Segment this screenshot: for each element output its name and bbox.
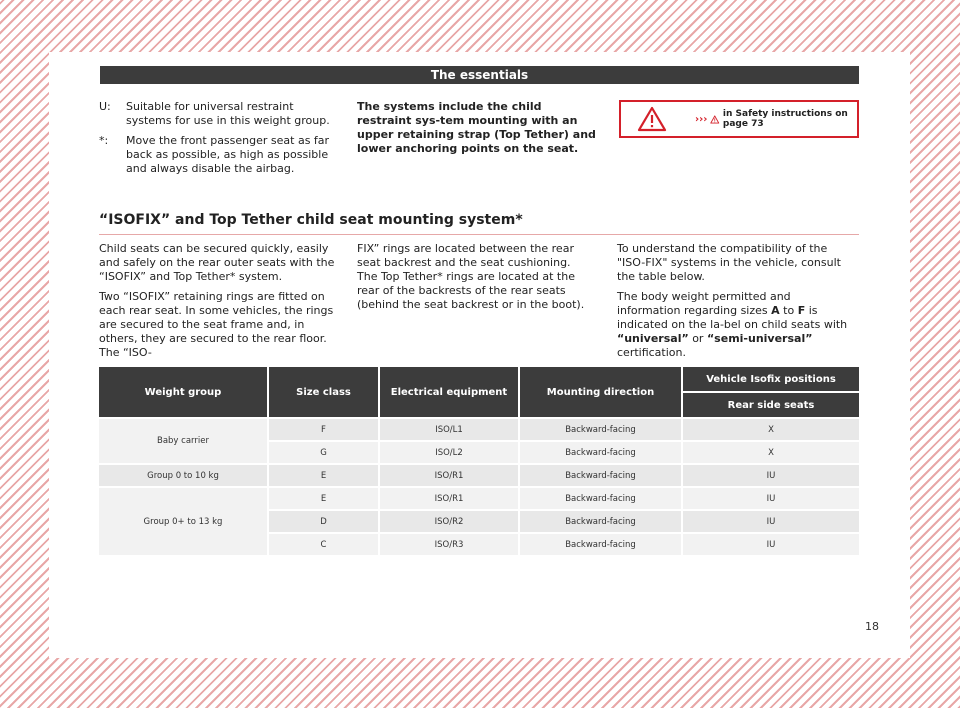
- text-run: is indicated on the la-bel on child seats with: [617, 304, 848, 331]
- paragraph: FIX” rings are located between the rear seat backrest and the seat cushioning. The Top Tether* rings are located at the rear of the backrests of the rear seats (behind the seat backrest or in the boot).: [357, 242, 585, 311]
- equipment-cell: ISO/R2: [380, 511, 520, 532]
- warning-box: [619, 100, 859, 138]
- mount-cell: Backward-facing: [520, 488, 683, 509]
- header-vehicle-isofix: Vehicle Isofix positions: [683, 367, 859, 391]
- rear-cell: X: [683, 419, 859, 440]
- text-run: certification.: [617, 346, 686, 359]
- text-run: or: [688, 332, 707, 345]
- paragraph: Two “ISOFIX” retaining rings are fitted on each rear seat. In some vehicles, the rings are secured to the seat frame and, in others, they are secured to the rear floor. The “ISO-: [99, 290, 334, 359]
- text-run: to: [779, 304, 798, 317]
- header-rear-side-seats: Rear side seats: [683, 393, 859, 417]
- semi-universal-label: “semi-universal”: [706, 332, 813, 345]
- note-key: U:: [99, 100, 111, 113]
- text-column-3: [617, 242, 853, 366]
- table-row: [99, 488, 859, 509]
- rear-cell: IU: [683, 465, 859, 486]
- page-number: 18: [865, 620, 879, 633]
- group-cell: Group 0+ to 13 kg: [99, 488, 269, 555]
- isofix-compatibility-table: [99, 365, 859, 557]
- equipment-cell: ISO/L2: [380, 442, 520, 463]
- mount-cell: Backward-facing: [520, 419, 683, 440]
- small-warning-icon: [710, 114, 720, 125]
- note-u: [99, 100, 334, 128]
- mount-cell: Backward-facing: [520, 442, 683, 463]
- page: [49, 52, 910, 658]
- size-cell: E: [269, 488, 380, 509]
- note-text: Move the front passenger seat as far back as possible, as high as possible and always disable the airbag.: [126, 134, 330, 175]
- group-cell: Group 0 to 10 kg: [99, 465, 269, 486]
- size-cell: E: [269, 465, 380, 486]
- header-bar: The essentials: [100, 66, 859, 84]
- chevrons-icon: ›››: [695, 113, 708, 125]
- header-electrical-equipment: Electrical equipment: [380, 367, 520, 417]
- header-size-class: Size class: [269, 367, 380, 417]
- universal-label: “universal”: [617, 332, 689, 345]
- size-a: A: [771, 304, 780, 317]
- paragraph: [617, 290, 853, 360]
- paragraph: To understand the compatibility of the "ISO-FIX" systems in the vehicle, consult the table below.: [617, 242, 841, 283]
- table-header-row: [99, 367, 859, 391]
- note-star: [99, 134, 334, 176]
- text-run: The body weight permitted and information regarding sizes: [617, 290, 791, 317]
- header-mounting-direction: Mounting direction: [520, 367, 683, 417]
- group-cell: Baby carrier: [99, 419, 269, 463]
- mount-cell: Backward-facing: [520, 511, 683, 532]
- equipment-cell: ISO/R3: [380, 534, 520, 555]
- mount-cell: Backward-facing: [520, 465, 683, 486]
- size-cell: D: [269, 511, 380, 532]
- header-weight-group: Weight group: [99, 367, 269, 417]
- section-title: “ISOFIX” and Top Tether child seat mounting system*: [99, 212, 859, 235]
- note-text: Suitable for universal restraint systems for use in this weight group.: [126, 100, 330, 127]
- size-cell: F: [269, 419, 380, 440]
- note-key: *:: [99, 134, 109, 147]
- size-cell: C: [269, 534, 380, 555]
- equipment-cell: ISO/R1: [380, 488, 520, 509]
- notes-list: [99, 100, 334, 182]
- size-cell: G: [269, 442, 380, 463]
- equipment-cell: ISO/L1: [380, 419, 520, 440]
- safety-reference-text: in Safety instructions on page 73: [722, 109, 848, 129]
- paragraph: Child seats can be secured quickly, easily and safely on the rear outer seats with the “ISOFIX” and Top Tether* system.: [99, 242, 335, 283]
- safety-reference-link[interactable]: [695, 109, 857, 129]
- warning-triangle-icon: [637, 106, 667, 132]
- table-row: [99, 465, 859, 486]
- rear-cell: IU: [683, 534, 859, 555]
- mount-cell: Backward-facing: [520, 534, 683, 555]
- size-f: F: [797, 304, 806, 317]
- text-column-1: [99, 242, 335, 366]
- rear-cell: IU: [683, 511, 859, 532]
- rear-cell: X: [683, 442, 859, 463]
- rear-cell: IU: [683, 488, 859, 509]
- table-row: [99, 419, 859, 440]
- equipment-cell: ISO/R1: [380, 465, 520, 486]
- tether-info-paragraph: The systems include the child restraint sys-tem mounting with an upper retaining strap (Top Tether) and lower anchoring points on the seat.: [357, 100, 596, 155]
- text-column-2: [357, 242, 593, 318]
